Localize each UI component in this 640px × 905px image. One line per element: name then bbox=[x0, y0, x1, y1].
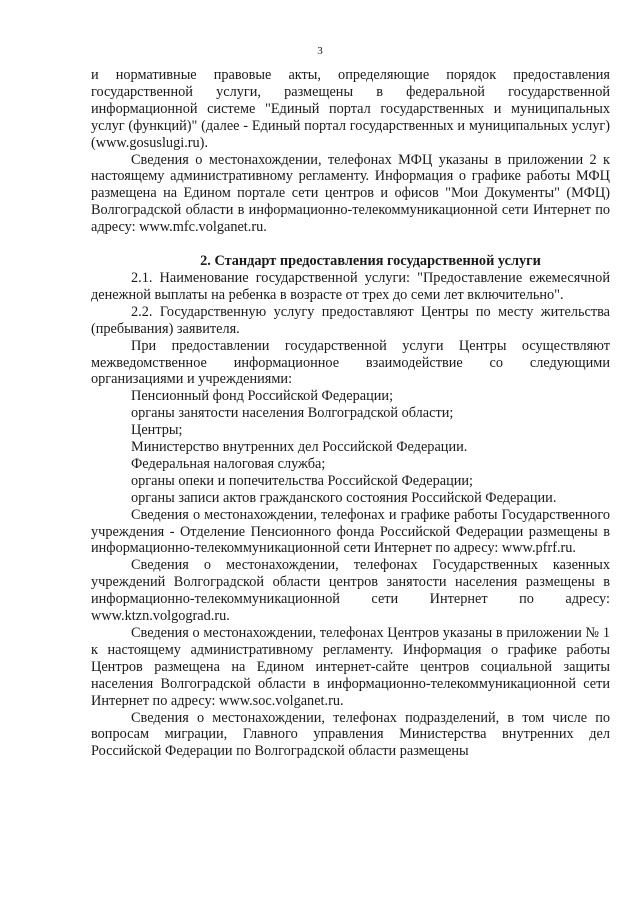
list-item: Центры; bbox=[131, 422, 183, 439]
paragraph-legal-acts: и нормативные правовые акты, определяющие порядок предоставления государственной услуги, размещены в федеральной государственной информационной системе "Единый портал государственных и муниципальных услуг (функций)" (далее - Единый портал государственных и муниципальных услуг) (www.gosuslugi.ru). bbox=[91, 67, 610, 151]
list-item: органы записи актов гражданского состояния Российской Федерации. bbox=[131, 489, 557, 506]
list-item: Министерство внутренних дел Российской Федерации. bbox=[131, 439, 468, 456]
paragraph-employment-centers: Сведения о местонахождении, телефонах Государственных казенных учреждений Волгоградской области центров занятости населения размещены в информационно-телекоммуникационной сети Интернет по адресу: www.ktzn.volgograd.ru. bbox=[91, 557, 610, 625]
paragraph-mvd-info: Сведения о местонахождении, телефонах подразделений, в том числе по вопросам миграции, Главного управления Министерства внутренних дел Российской Федерации по Волгоградской области размещены bbox=[91, 709, 610, 760]
paragraph-centers-info: Сведения о местонахождении, телефонах Центров указаны в приложении № 1 к настоящему административному регламенту. Информация о графике работы Центров размещена на Едином интернет-сайте центров социальной защиты населения Волгоградской области в информационно-телекоммуникационной сети Интернет по адресу: www.soc.volganet.ru. bbox=[91, 625, 610, 709]
list-item: органы занятости населения Волгоградской области; bbox=[131, 405, 454, 422]
paragraph-pension-fund: Сведения о местонахождении, телефонах и графике работы Государственного учреждения - Отделение Пенсионного фонда Российской Федерации размещены в информационно-телекоммуникационной сети Интернет по адресу: www.pfrf.ru. bbox=[91, 506, 610, 557]
list-item: Федеральная налоговая служба; bbox=[131, 455, 326, 472]
paragraph-mfc-info: Сведения о местонахождении, телефонах МФЦ указаны в приложении 2 к настоящему административному регламенту. Информация о графике работы МФЦ размещена на Едином портале сети центров и офисов "Мои Документы" (МФЦ) Волгоградской области в информационно-телекоммуникационной сети Интернет по адресу: www.mfc.volganet.ru. bbox=[91, 151, 610, 236]
list-item: органы опеки и попечительства Российской Федерации; bbox=[131, 472, 474, 489]
paragraph-service-name: 2.1. Наименование государственной услуги: "Предоставление ежемесячной денежной выплаты на ребенка в возрасте от трех до семи лет включительно". bbox=[91, 269, 610, 303]
document-body bbox=[91, 67, 610, 760]
paragraph-service-providers: 2.2. Государственную услугу предоставляют Центры по месту жительства (пребывания) заявителя. bbox=[91, 303, 610, 337]
section-heading: 2. Стандарт предоставления государственной услуги bbox=[200, 253, 541, 270]
paragraph-interaction: При предоставлении государственной услуги Центры осуществляют межведомственное информационное взаимодействие со следующими организациями и учреждениями: bbox=[91, 337, 610, 388]
list-item: Пенсионный фонд Российской Федерации; bbox=[131, 388, 394, 405]
page-number: 3 bbox=[317, 45, 323, 57]
